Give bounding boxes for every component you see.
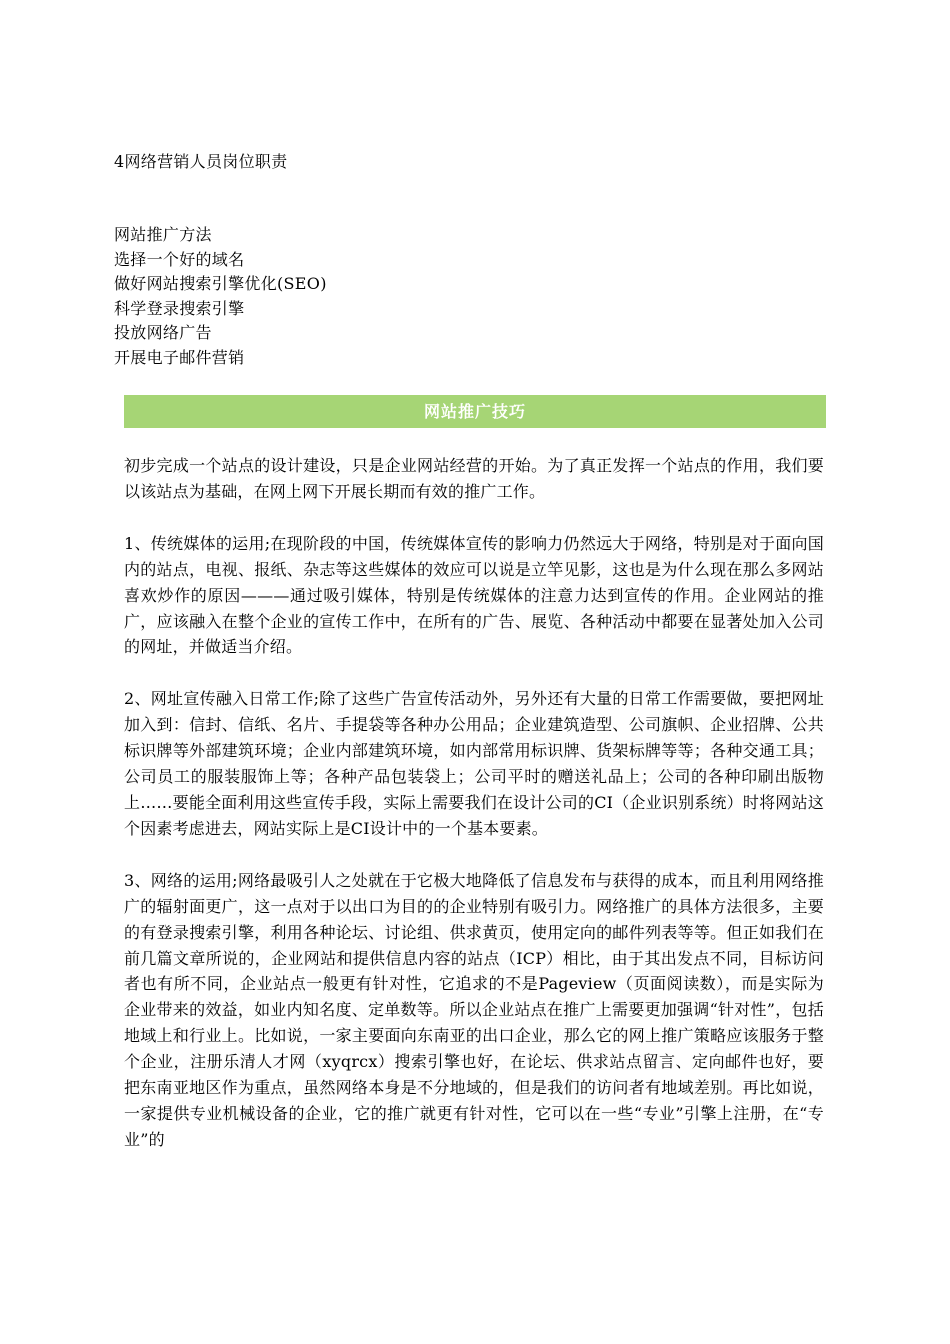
article-body	[124, 453, 824, 1179]
promotion-methods-list	[114, 223, 327, 371]
paragraph-network-use: 3、网络的运用;网络最吸引人之处就在于它极大地降低了信息发布与获得的成本，而且利用网络推广的辐射面更广，这一点对于以出口为目的的企业特别有吸引力。网络推广的具体方法很多，主要的有登录搜索引擎，利用各种论坛、讨论组、供求黄页，使用定向的邮件列表等等。但正如我们在前几篇文章所说的，企业网站和提供信息内容的站点（ICP）相比，由于其出发点不同，目标访问者也有所不同，企业站点一般更有针对性，它追求的不是Pageview（页面阅读数），而是实际为企业带来的效益，如业内知名度、定单数等。所以企业站点在推广上需要更加强调“针对性”，包括地域上和行业上。比如说，一家主要面向东南亚的出口企业，那么它的网上推广策略应该服务于整个企业，注册乐清人才网（xyqrcx）搜索引擎也好，在论坛、供求站点留言、定向邮件也好，要把东南亚地区作为重点，虽然网络本身是不分地域的，但是我们的访问者有地域差别。再比如说，一家提供专业机械设备的企业，它的推广就更有针对性，它可以在一些“专业”引擎上注册，在“专业”的	[124, 870, 824, 1149]
list-item: 网站推广方法	[114, 225, 212, 244]
intro-paragraph: 初步完成一个站点的设计建设，只是企业网站经营的开始。为了真正发挥一个站点的作用，我们要以该站点为基础，在网上网下开展长期而有效的推广工作。	[124, 456, 824, 501]
list-item: 投放网络广告	[114, 323, 212, 343]
list-item: 科学登录搜索引擎	[114, 298, 245, 318]
paragraph-daily-work: 2、网址宣传融入日常工作;除了这些广告宣传活动外，另外还有大量的日常工作需要做，要把网址加入到：信封、信纸、名片、手提袋等各种办公用品；企业建筑造型、公司旗帜、企业招牌、公共标识牌等外部建筑环境；企业内部建筑环境，如内部常用标识牌、货架标牌等等；各种交通工具；公司员工的服装服饰上等；各种产品包装袋上；公司平时的赠送礼品上；公司的各种印刷出版物上……要能全面利用这些宣传手段，实际上需要我们在设计公司的CI（企业识别系统）时将网站这个因素考虑进去，网站实际上是CI设计中的一个基本要素。	[124, 689, 824, 838]
list-item: 选择一个好的域名	[114, 249, 245, 269]
list-item: 做好网站搜索引擎优化(SEO)	[114, 274, 327, 294]
page-title: 4网络营销人员岗位职责	[114, 152, 288, 171]
list-item: 开展电子邮件营销	[114, 347, 245, 367]
paragraph-traditional-media: 1、传统媒体的运用;在现阶段的中国，传统媒体宣传的影响力仍然远大于网络，特别是对于面向国内的站点，电视、报纸、杂志等这些媒体的效应可以说是立竿见影，这也是为什么现在那么多网站喜欢炒作的原因———通过吸引媒体，特别是传统媒体的注意力达到宣传的作用。企业网站的推广，应该融入在整个企业的宣传工作中，在所有的广告、展览、各种活动中都要在显著处加入公司的网址，并做适当介绍。	[124, 533, 824, 657]
section-heading: 网站推广技巧	[124, 395, 826, 428]
